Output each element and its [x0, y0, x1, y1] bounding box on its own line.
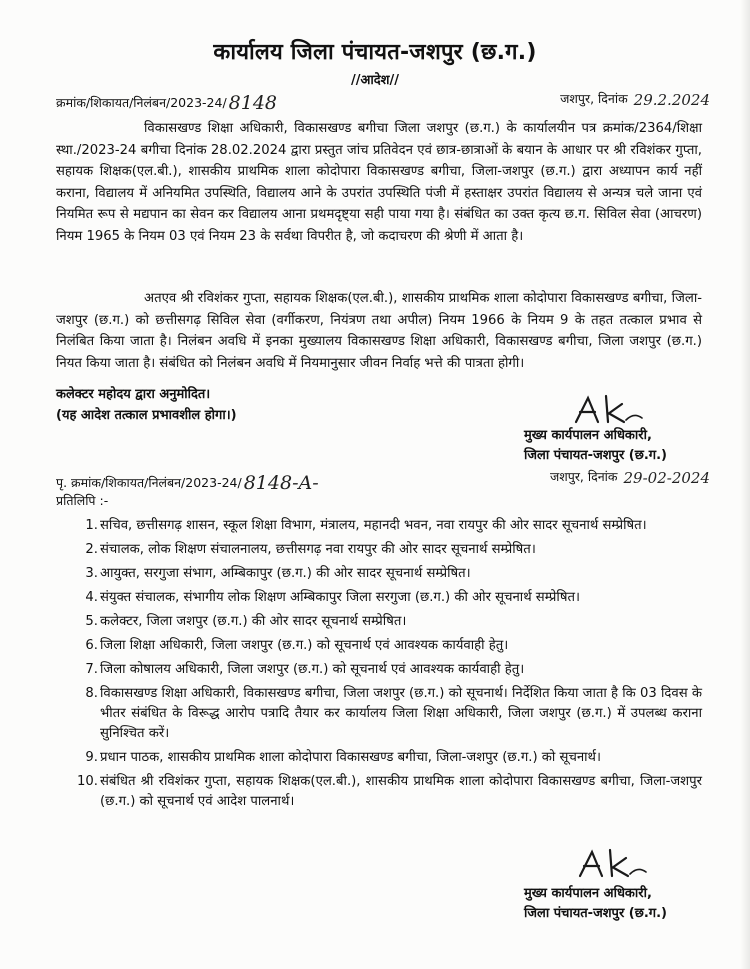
copy-item: 10. संबंधित श्री रविशंकर गुप्ता, सहायक शिक्षक(एल.बी.), शासकीय प्राथमिक शाला कोदोपारा विकासखण्ड बगीचा, जिला-जशपुर (छ.ग.) को सूचनार्थ एवं आदेश पालनार्थ।: [77, 774, 702, 809]
copy-item: 9. प्रधान पाठक, शासकीय प्राथमिक शाला कोदोपारा विकासखण्ड बगीचा, जिला-जशपुर (छ.ग.) को सूचनार्थ।: [85, 750, 601, 765]
copy-item: 1. सचिव, छत्तीसगढ़ शासन, स्कूल शिक्षा विभाग, मंत्रालय, महानदी भवन, नवा रायपुर की ओर सादर सूचनार्थ सम्प्रेषित।: [85, 518, 647, 533]
copy-item: 3. आयुक्त, सरगुजा संभाग, अम्बिकापुर (छ.ग.) की ओर सादर सूचनार्थ सम्प्रेषित।: [85, 566, 471, 581]
approval-note: [56, 384, 237, 426]
copy-item: 6. जिला शिक्षा अधिकारी, जिला जशपुर (छ.ग.) को सूचनार्थ एवं आवश्यक कार्यवाही हेतु।: [85, 638, 509, 653]
approval-line-2: (यह आदेश तत्काल प्रभावशील होगा।): [56, 408, 237, 423]
order-label: //आदेश//: [350, 73, 400, 88]
copy-item: 2. संचालक, लोक शिक्षण संचालनालय, छत्तीसगढ़ नवा रायपुर की ओर सादर सूचनार्थ सम्प्रेषित।: [85, 542, 536, 557]
order-date-value: 29.2.2024: [633, 91, 710, 109]
copy-item: 5. कलेक्टर, जिला जशपुर (छ.ग.) की ओर सादर सूचनार्थ सम्प्रेषित।: [85, 614, 407, 629]
order-date: [560, 90, 710, 109]
copy-item: 7. जिला कोषालय अधिकारी, जिला जशपुर (छ.ग.) को सूचनार्थ एवं आवश्यक कार्यवाही हेतु।: [85, 662, 525, 677]
order-reference: [56, 92, 277, 114]
copy-item: 4. संयुक्त संचालक, संभागीय लोक शिक्षण अम्बिकापुर जिला सरगुजा (छ.ग.) की ओर सूचनार्थ सम्प्रेषित।: [85, 590, 580, 605]
signatory-designation: मुख्य कार्यपालन अधिकारी,: [524, 428, 652, 443]
signatory-designation-2: मुख्य कार्यपालन अधिकारी,: [524, 886, 652, 901]
endorsement-date-value: 29-02-2024: [623, 469, 710, 487]
copy-list: [77, 516, 702, 816]
officer-signature: [570, 392, 650, 428]
endorsement-place-date-label: जशपुर, दिनांक: [549, 469, 618, 484]
endorsement-date: [550, 468, 710, 487]
copy-to-label: प्रतिलिपि :-: [56, 493, 109, 508]
approval-line-1: कलेक्टर महोदय द्वारा अनुमोदित।: [56, 387, 211, 402]
office-title: कार्यालय जिला पंचायत-जशपुर (छ.ग.): [213, 40, 537, 65]
signatory-office: जिला पंचायत-जशपुर (छ.ग.): [524, 448, 667, 463]
copy-item: 8. विकासखण्ड शिक्षा अधिकारी, विकासखण्ड बगीचा, जिला जशपुर (छ.ग.) को सूचनार्थ। निर्देशित किया जाता है कि 03 दिवस के भीतर संबंधित के विरूद्ध आरोप पत्रादि तैयार कर कार्यालय जिला शिक्षा अधिकारी, जिला जशपुर (छ.ग.) में उपलब्ध कराना सुनिश्चित करें।: [85, 686, 702, 741]
order-place-date-label: जशपुर, दिनांक: [560, 91, 628, 106]
signature-block: [524, 426, 667, 466]
order-ref-number: 8148: [228, 92, 278, 114]
order-ref-prefix: क्रमांक/शिकायत/निलंबन/2023-24/: [56, 95, 227, 110]
page-edge-shadow: [740, 0, 750, 969]
signature-block-2: [524, 884, 667, 924]
endorsement-ref-number: 8148-A-: [243, 472, 319, 494]
order-paragraph-1: विकासखण्ड शिक्षा अधिकारी, विकासखण्ड बगीचा जिला जशपुर (छ.ग.) के कार्यालयीन पत्र क्रमांक/2364/शिक्षा स्था./2023-24 बगीचा दिनांक 28.02.2024 द्वारा प्रस्तुत जांच प्रतिवेदन एवं छात्र-छात्राओं के बयान के आधार पर श्री रविशंकर गुप्ता, सहायक शिक्षक(एल.बी.), शासकीय प्राथमिक शाला कोदोपारा विकासखण्ड बगीचा, जिला-जशपुर (छ.ग.) द्वारा अध्यापन कार्य नहीं कराना, विद्यालय में अनियमित उपस्थिति, विद्यालय आने के उपरांत उपस्थिति पंजी में हस्ताक्षर उपरांत विद्यालय से अन्यत्र चले जाना एवं नियमित रूप से मद्यपान का सेवन कर विद्यालय आना प्रथमदृष्ट्या सही पाया गया है। संबंधित का उक्त कृत्य छ.ग. सिविल सेवा (आचरण) नियम 1965 के नियम 03 एवं नियम 23 के सर्वथा विपरीत है, जो कदाचरण की श्रेणी में आता है।: [56, 121, 702, 244]
officer-signature-2: [574, 846, 654, 882]
signatory-office-2: जिला पंचायत-जशपुर (छ.ग.): [524, 906, 667, 921]
endorsement-reference: [56, 472, 319, 494]
endorsement-ref-prefix: पृ. क्रमांक/शिकायत/निलंबन/2023-24/: [56, 475, 242, 490]
order-paragraph-2: अतएव श्री रविशंकर गुप्ता, सहायक शिक्षक(एल.बी.), शासकीय प्राथमिक शाला कोदोपारा विकासखण्ड बगीचा, जिला-जशपुर (छ.ग.) को छत्तीसगढ़ सिविल सेवा (वर्गीकरण, नियंत्रण तथा अपील) नियम 1966 के नियम 9 के तहत तत्काल प्रभाव से निलंबित किया जाता है। निलंबन अवधि में इनका मुख्यालय विकासखण्ड शिक्षा अधिकारी, विकासखण्ड बगीचा, जिला जशपुर (छ.ग.) नियत किया जाता है। संबंधित को निलंबन अवधि में नियमानुसार जीवन निर्वाह भत्ते की पात्रता होगी।: [56, 291, 702, 371]
